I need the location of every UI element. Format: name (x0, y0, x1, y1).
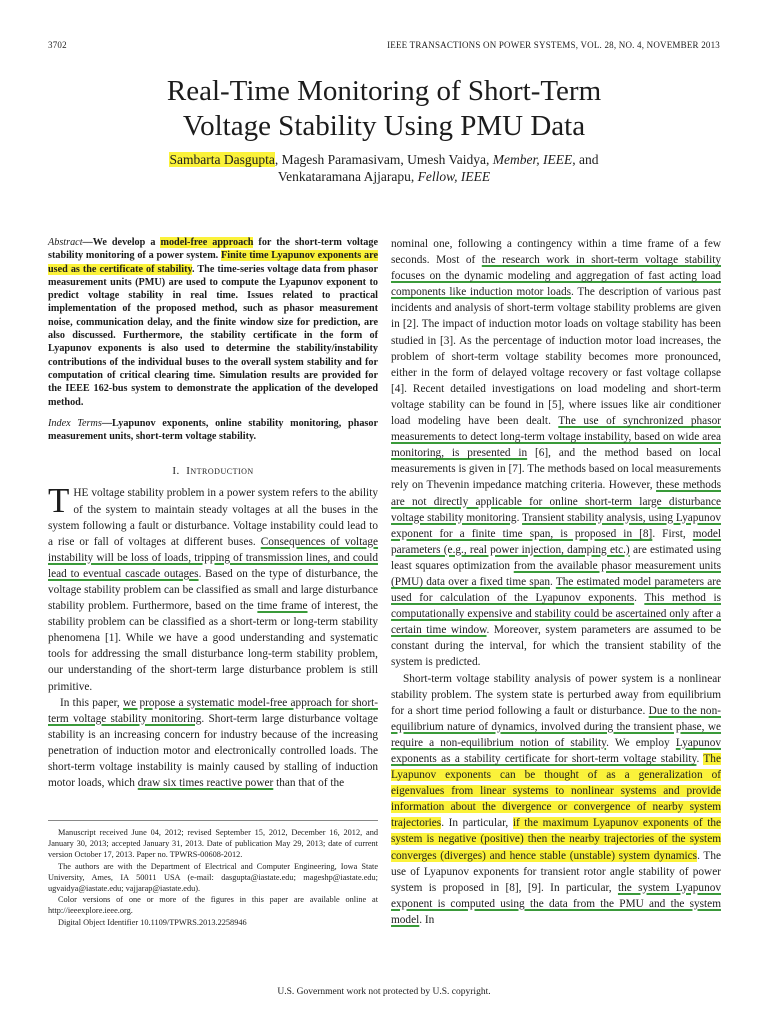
footnotes (48, 820, 378, 928)
underline: the system Lyapunov exponent is computed using the data from the PMU and the system model (391, 881, 722, 926)
text: . The description of various past incidents and analysis of short-term voltage stability problems are given in [2]. The impact of induction motor loads on voltage stability has been studied in [3]. As the percentage of induction motor load increases, the problem of short-term voltage stability becomes more pronounced, either in the form of delayed voltage recovery or fast voltage collapse [4]. Recent detailed investigations on load modeling and short-term voltage stability can be found in [5], where issues like air conditioner load modeling have been dealt. (391, 286, 721, 428)
fellow-title: Fellow, IEEE (417, 169, 491, 184)
authors-and: , and (572, 152, 599, 167)
highlight: Finite time Lyapunov exponents are used as the certificate of stability (48, 250, 378, 275)
drop-cap: T (48, 481, 70, 521)
text: . In (419, 913, 435, 926)
abstract-label: Abstract (48, 237, 83, 248)
paragraph (391, 236, 721, 671)
underline: model parameters (e.g., real power injection, damping etc.) (391, 527, 722, 556)
footnote: Color versions of one or more of the figures in this paper are available online at http://ieeexplore.ieee.org. (48, 895, 378, 916)
text: . (516, 511, 523, 524)
underline: we propose a systematic model-free approach for short-term voltage stability monitoring (48, 696, 378, 725)
section-heading (48, 465, 378, 477)
intro-body (48, 481, 379, 791)
author-highlight: Sambarta Dasgupta (169, 152, 275, 167)
copyright-footer: U.S. Government work not protected by U.S. copyright. (277, 987, 491, 997)
journal-header: IEEE TRANSACTIONS ON POWER SYSTEMS, VOL. 28, NO. 4, NOVEMBER 2013 (387, 40, 720, 50)
abstract-text: . The time-series voltage data from phasor measurement units (PMU) are used to compute the Lyapunov exponent to predict voltage stability in real time. Issues related to practical implementation of the proposed method, such as phasor measurement noise, communication delay, and the finite window size for prediction, are also discussed. Furthermore, the stability certificate in the form of Lyapunov exponents is also used to determine the stability/instability contributions of the individual buses to the overall system stability and for computation of critical clearing time. Simulation results are provided for the IEEE 162-bus system to demonstrate the application of the developed method. (48, 263, 378, 408)
underline: The estimated model parameters are used for calculation of the Lyapunov exponents (391, 575, 721, 605)
paragraph (48, 695, 378, 792)
text: than that of the (273, 777, 345, 790)
author-list (60, 151, 708, 185)
underline: draw six times reactive power (137, 777, 274, 790)
text: . In particular, (441, 817, 513, 830)
paper-title (60, 74, 708, 144)
highlight: if the maximum Lyapunov exponents of the system is negative (positive) then the nearby trajectories of the system converges (diverges) and hence stable (unstable) system dynamics (391, 817, 721, 862)
section-number: I. (172, 465, 180, 478)
abstract-text: for the short-term voltage stability monitoring of a power system. (48, 237, 378, 262)
paragraph (48, 481, 379, 694)
page-number: 3702 (48, 40, 67, 50)
text: . First, (652, 527, 693, 540)
underline: from the available phasor measurement units (PMU) data over a fixed time span (391, 559, 721, 588)
footnote: The authors are with the Department of Electrical and Computer Engineering, Iowa State University, Ames, IA 50011 USA (e-mail: dasgupta@iastate.edu; mageshp@iastate.edu; ugvaidya@iastate.edu; vajjarap@iastate.edu). (48, 861, 378, 894)
index-terms (48, 417, 378, 444)
abstract (48, 236, 378, 409)
text: Short-term voltage stability analysis of power system is a nonlinear stability problem. The system state is perturbed away from equilibrium for a short time period following a fault or disturbance. (391, 672, 721, 717)
text: . Based on the type of disturbance, the voltage stability problem can be classified as small and large disturbance stability problem. Furthermore, based on the (48, 567, 379, 613)
text: HE voltage stability problem in a power system refers to the ability of the system to maintain steady voltages at all the buses in the system following a fault or disturbance. Voltage instability could lead to a rise or fall of voltages at different buses. (48, 487, 378, 548)
underline: Due to the non-equilibrium nature of dynamics, involved during the transient phase, we require a non-equilibrium notion of stability (391, 704, 721, 749)
highlight: model-free approach (160, 237, 254, 248)
footnote: Manuscript received June 04, 2012; revised September 15, 2012, December 16, 2012, and January 30, 2013; accepted January 31, 2013. Date of publication May 29, 2013; date of current version October 17, 2013. Paper no. TPWRS-00608-2012. (48, 828, 378, 860)
title-line-1: Real-Time Monitoring of Short-Term (166, 75, 602, 107)
author-name: Venkataramana Ajjarapu, (277, 169, 418, 184)
text: . The use of Lyapunov exponents for transient rotor angle stability of power system is proposed in [8], [9]. In particular, (391, 849, 721, 894)
text: are estimated using least squares optimization (391, 543, 721, 572)
doi: Digital Object Identifier 10.1109/TPWRS.2013.2258946 (58, 917, 247, 927)
left-column (48, 236, 378, 791)
index-terms-label: Index Terms (48, 417, 102, 429)
underline: This method is computationally expensive and stability could be ascertained only after a certain time window (391, 592, 721, 637)
highlight: The Lyapunov exponents can be thought of as a generalization of eigenvalues from linear systems to nonlinear systems and provide information about the divergence or convergence of nearby system trajectories (391, 753, 721, 830)
authors-line-1 (60, 151, 708, 168)
text: [6], and the method based on local measurements is given in [7]. The methods based on local measurements rely on Thevenin impedance matching criteria. However, (391, 447, 721, 492)
underline: time frame (257, 600, 308, 613)
underline: these methods are not directly applicable for online short-term large disturbance voltage stability monitoring (391, 479, 721, 524)
underline: Transient stability analysis, using Lyapunov exponent for a finite time span, is proposed in [8] (391, 511, 721, 540)
right-column (391, 236, 721, 928)
text: . (696, 753, 704, 765)
section-name: Introduction (186, 465, 254, 478)
text: nominal one, following a contingency within a time frame of a few seconds. Most of (391, 238, 721, 267)
member-title: Member, IEEE (492, 152, 573, 167)
underline: Consequences of voltage instability will be loss of loads, tripping of transmission lines, and could lead to eventual cascade outages (48, 535, 379, 580)
underline: The use of synchronized phasor measurements to detect long-term voltage instability, based on wide area monitoring, is presented in (391, 415, 721, 460)
paragraph (391, 671, 721, 929)
text: In this paper, (60, 696, 123, 709)
underline: Lyapunov exponents as a stability certificate for short-term voltage stability (391, 736, 721, 765)
text: . (634, 592, 645, 605)
right-body (391, 236, 721, 928)
authors-text: , Magesh Paramasivam, Umesh Vaidya, (274, 152, 493, 167)
abstract-text: —We develop a (82, 237, 161, 248)
underline: the research work in short-term voltage stability focuses on the dynamic modeling and aggregation of fast acting load components like induction motor loads (391, 254, 722, 299)
text: . Moreover, system parameters are assumed to be constant during the interval, for which the transient stability of the system is predicted. (391, 624, 722, 669)
authors-line-2 (60, 168, 708, 185)
text: . (550, 575, 556, 588)
text: . We employ (606, 736, 676, 749)
title-line-2: Voltage Stability Using PMU Data (182, 110, 586, 142)
text: of interest, the stability problem can be classified as a short-term or long-term stability phenomena [1]. While we have a good understanding and systematic tools for addressing the small disturbance long-term stability problem, our understanding of the short-term large disturbance problem is still primitive. (48, 600, 378, 693)
text: . Short-term large disturbance voltage stability is an increasing concern for industry because of the increasing penetration of induction motor and electronically controlled loads. The short-term voltage instability is mainly caused by stalling of induction motor loads, which (48, 712, 378, 790)
index-terms-text: —Lyapunov exponents, online stability monitoring, phasor measurement units, short-term voltage stability. (48, 417, 378, 443)
